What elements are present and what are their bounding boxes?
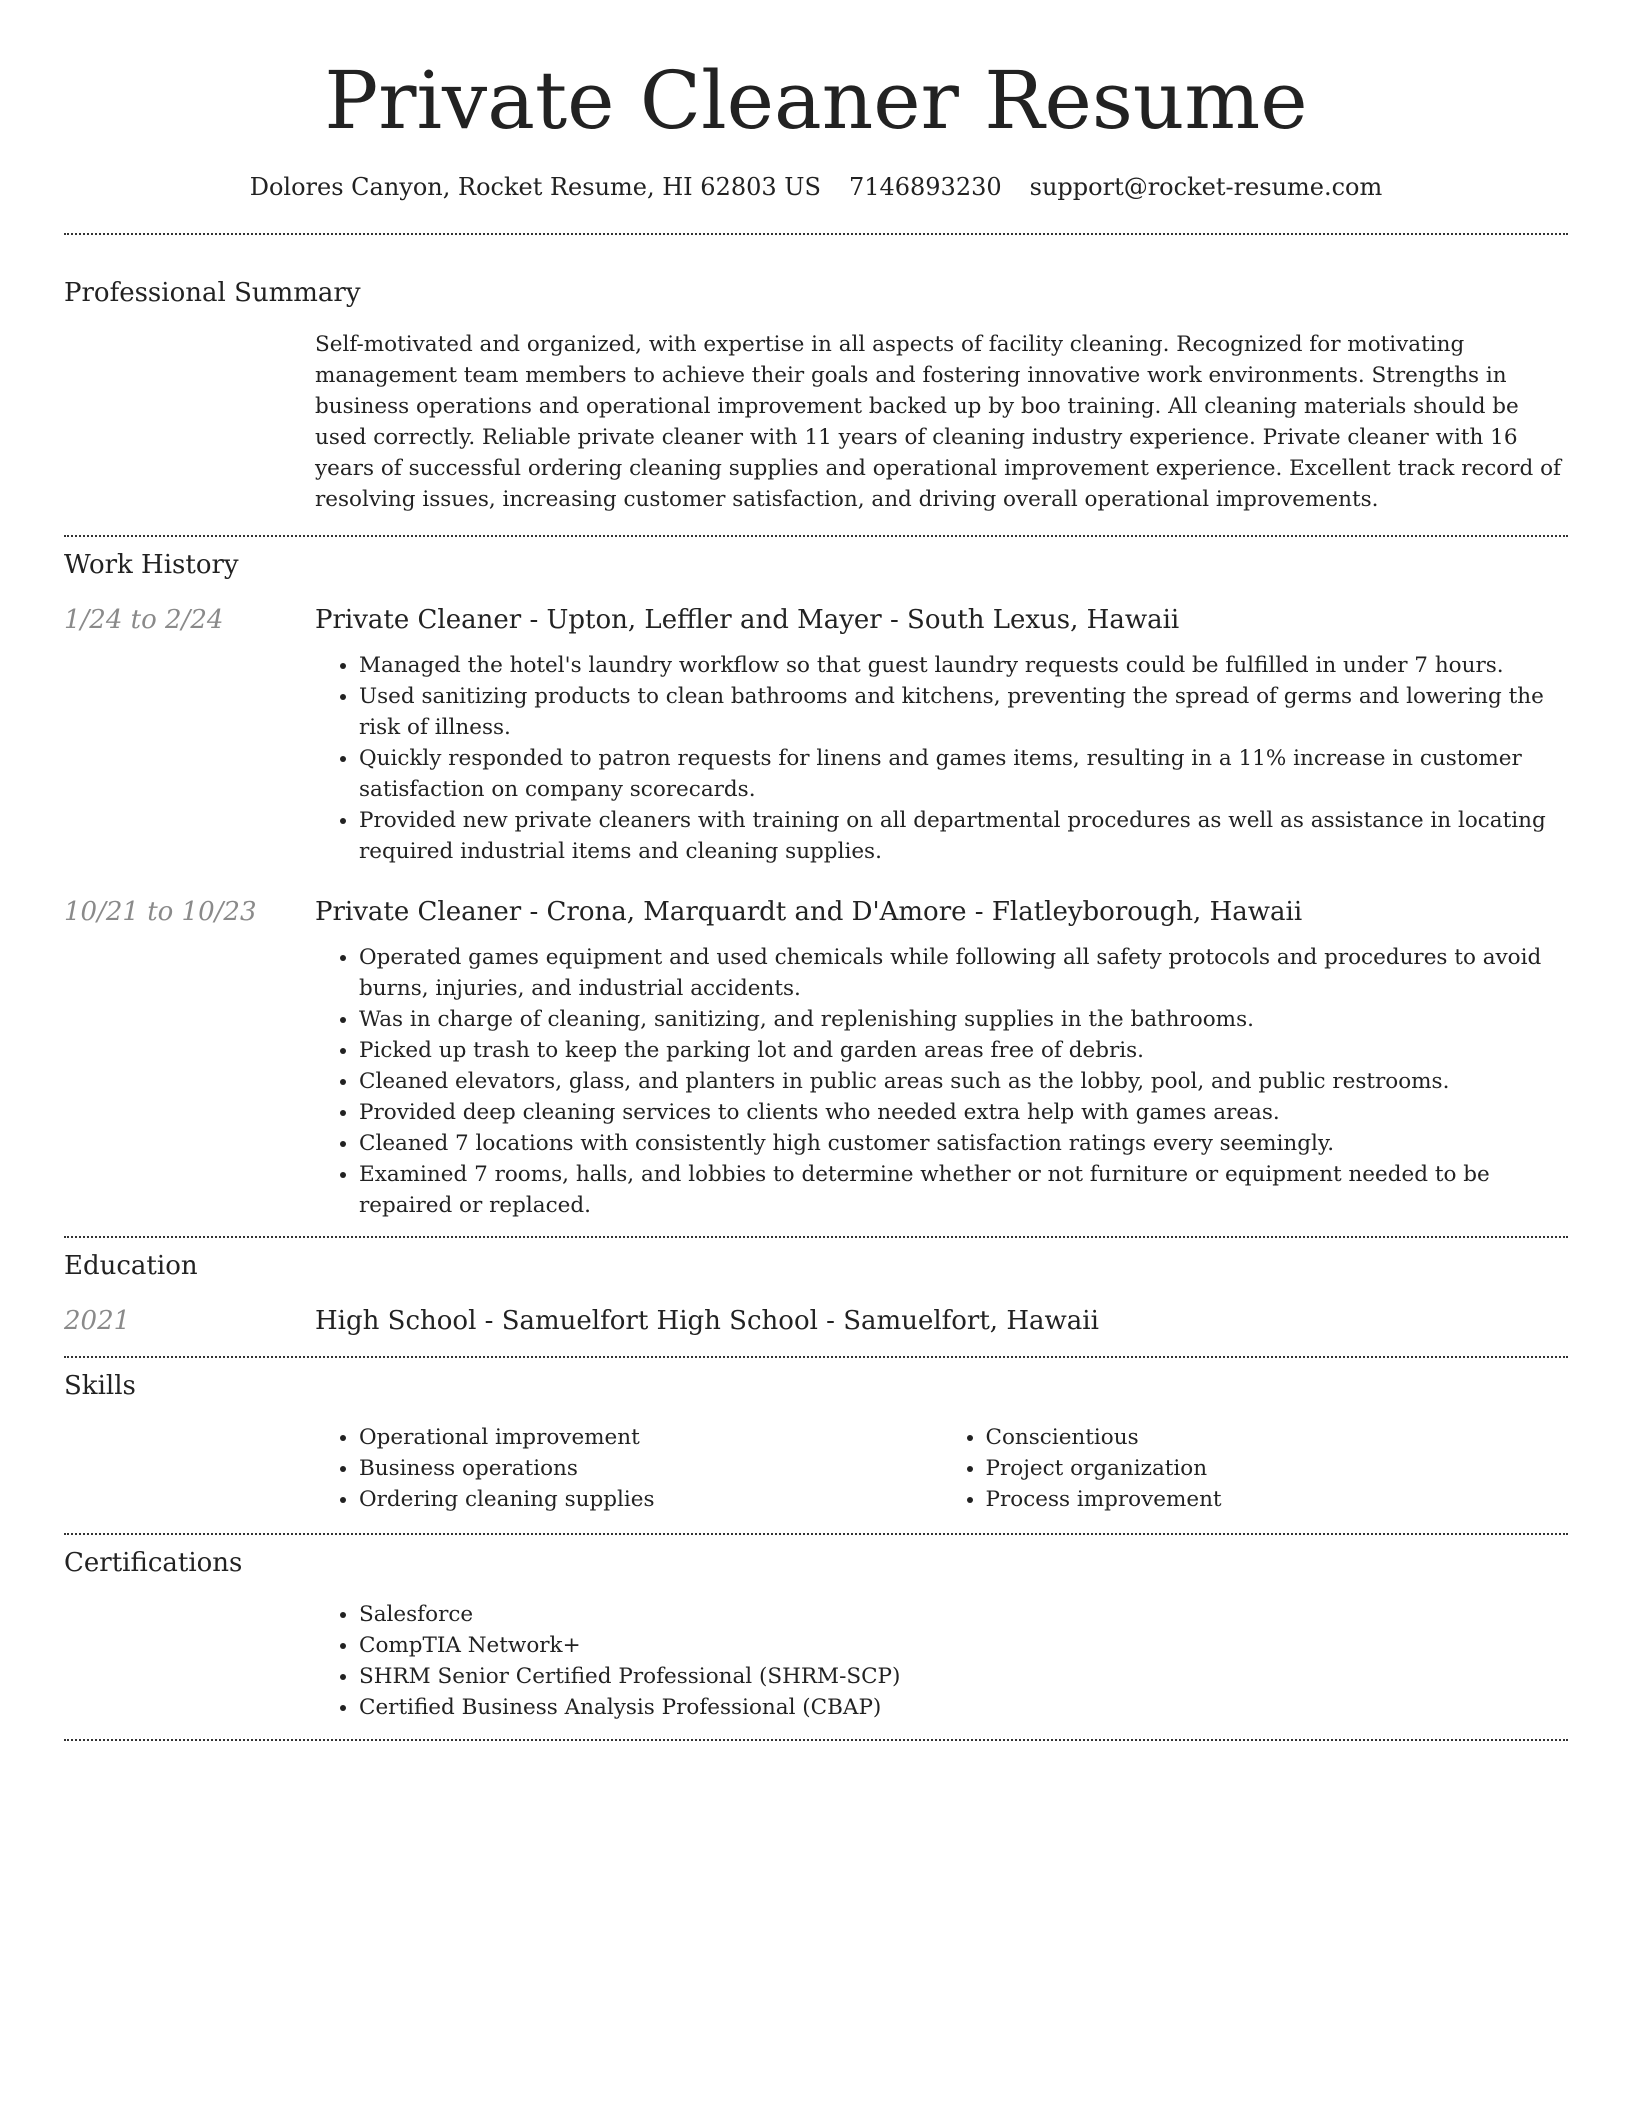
certification-item: • Salesforce: [359, 1599, 1568, 1630]
summary-row: [64, 329, 1568, 515]
contact-phone: 7146893230: [848, 173, 1002, 201]
job-details: [315, 895, 1568, 1221]
job-bullet: • Cleaned elevators, glass, and planters in public areas such as the lobby, pool, and public restrooms.: [359, 1066, 1568, 1097]
job-bullet: • Operated games equipment and used chemicals while following all safety protocols and procedures to avoid burns, injuries, and industrial accidents.: [359, 942, 1568, 1004]
job-bullet: • Quickly responded to patron requests for linens and games items, resulting in a 11% increase in customer satisfaction on company scorecards.: [359, 743, 1568, 805]
job-bullet: • Provided new private cleaners with training on all departmental procedures as well as assistance in locating required industrial items and cleaning supplies.: [359, 805, 1568, 867]
job-bullets: [315, 650, 1568, 867]
certifications-heading: Certifications: [64, 1548, 243, 1578]
certifications-list: [315, 1599, 1568, 1723]
work-heading: Work History: [64, 550, 239, 580]
job-bullet: • Examined 7 rooms, halls, and lobbies to determine whether or not furniture or equipment needed to be repaired or replaced.: [359, 1159, 1568, 1221]
job-bullet: • Managed the hotel's laundry workflow so that guest laundry requests could be fulfilled in under 7 hours.: [359, 650, 1568, 681]
job-details: [315, 603, 1568, 867]
section-divider: [64, 1739, 1568, 1741]
certifications-left-spacer: [64, 1599, 315, 1723]
contact-line: [64, 170, 1568, 204]
job-title: Private Cleaner - Crona, Marquardt and D'Amore - Flatleyborough, Hawaii: [315, 897, 1303, 927]
skill-item: • Business operations: [359, 1453, 942, 1484]
job-bullets: [315, 942, 1568, 1221]
job-entry: [64, 895, 1568, 1221]
skills-heading: Skills: [64, 1371, 136, 1401]
resume-page: [64, 0, 1568, 1741]
job-dates: 10/21 to 10/23: [64, 897, 257, 927]
job-dates: 1/24 to 2/24: [64, 605, 224, 635]
job-bullet: • Used sanitizing products to clean bathrooms and kitchens, preventing the spread of germs and lowering the risk of illness.: [359, 681, 1568, 743]
job-bullet: • Was in charge of cleaning, sanitizing, and replenishing supplies in the bathrooms.: [359, 1004, 1568, 1035]
summary-text: Self-motivated and organized, with expertise in all aspects of facility cleaning. Recognized for motivating management team members to achieve their goals and fostering innovative work environments. Strengths in business operations and operational improvement backed up by boo training. All cleaning materials should be used correctly. Reliable private cleaner with 11 years of cleaning industry experience. Private cleaner with 16 years of successful ordering cleaning supplies and operational improvement experience. Excellent track record of resolving issues, increasing customer satisfaction, and driving overall operational improvements.: [315, 332, 1561, 512]
section-divider: [64, 1236, 1568, 1238]
summary-left-spacer: [64, 329, 315, 515]
certification-item: • Certified Business Analysis Professional (CBAP): [359, 1692, 1568, 1723]
job-bullet: • Cleaned 7 locations with consistently high customer satisfaction ratings every seemingly.: [359, 1128, 1568, 1159]
contact-email[interactable]: support@rocket-resume.com: [1029, 173, 1383, 201]
section-divider: [64, 233, 1568, 235]
education-title: High School - Samuelfort High School - Samuelfort, Hawaii: [315, 1306, 1099, 1336]
certification-item: • CompTIA Network+: [359, 1630, 1568, 1661]
job-bullet: • Provided deep cleaning services to clients who needed extra help with games areas.: [359, 1097, 1568, 1128]
certification-item: • SHRM Senior Certified Professional (SHRM-SCP): [359, 1661, 1568, 1692]
job-title: Private Cleaner - Upton, Leffler and Mayer - South Lexus, Hawaii: [315, 605, 1180, 635]
certifications-column: [315, 1599, 1568, 1723]
resume-title: Private Cleaner Resume: [324, 54, 1308, 147]
education-year: 2021: [64, 1306, 131, 1336]
skills-list-left: [315, 1422, 942, 1515]
skill-item: • Conscientious: [986, 1422, 1569, 1453]
education-entry: [64, 1304, 1568, 1338]
skill-item: • Project organization: [986, 1453, 1569, 1484]
section-divider: [64, 1533, 1568, 1535]
contact-address: Dolores Canyon, Rocket Resume, HI 62803 US: [249, 173, 821, 201]
skills-row: [64, 1422, 1568, 1515]
education-heading: Education: [64, 1251, 198, 1281]
job-entry: [64, 603, 1568, 867]
skill-item: • Ordering cleaning supplies: [359, 1484, 942, 1515]
skills-left-spacer: [64, 1422, 315, 1515]
certifications-row: [64, 1599, 1568, 1723]
section-divider: [64, 1356, 1568, 1358]
skills-list-right: [942, 1422, 1569, 1515]
section-divider: [64, 535, 1568, 537]
skill-item: • Process improvement: [986, 1484, 1569, 1515]
skills-columns: [315, 1422, 1568, 1515]
skill-item: • Operational improvement: [359, 1422, 942, 1453]
summary-heading: Professional Summary: [64, 278, 361, 308]
job-bullet: • Picked up trash to keep the parking lot and garden areas free of debris.: [359, 1035, 1568, 1066]
